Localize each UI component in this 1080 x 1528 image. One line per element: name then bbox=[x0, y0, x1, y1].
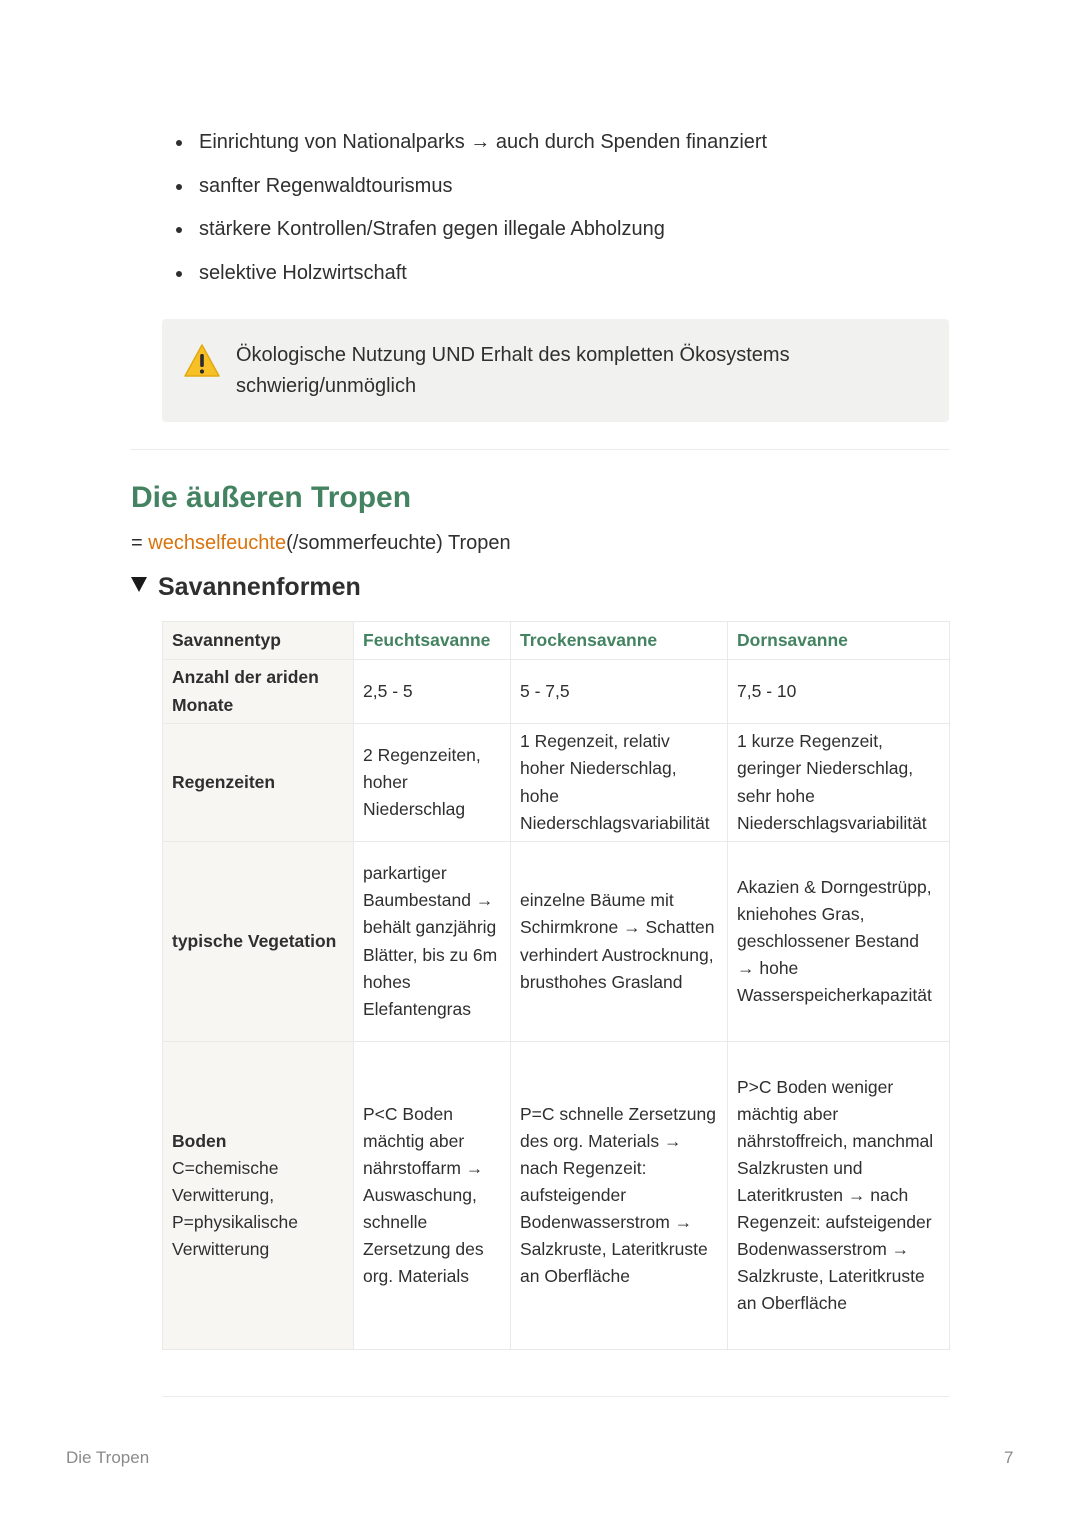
table-cell: 2,5 - 5 bbox=[354, 660, 511, 724]
table-cell: einzelne Bäume mit Schirmkrone → Schatten verhindert Austrocknung, brusthohes Grasland bbox=[511, 842, 728, 1042]
list-item: Einrichtung von Nationalparks → auch durch Spenden finanziert bbox=[170, 128, 767, 156]
list-item: stärkere Kontrollen/Strafen gegen illegale Abholzung bbox=[170, 215, 767, 243]
warning-icon bbox=[183, 343, 221, 379]
table-cell: 1 kurze Regenzeit, geringer Niederschlag, sehr hohe Niederschlagsvariabilität bbox=[728, 724, 950, 842]
table-row bbox=[163, 842, 950, 1042]
table-cell: Akazien & Dorngestrüpp, kniehohes Gras, geschlossener Bestand → hohe Wasserspeicherkapazität bbox=[728, 842, 950, 1042]
toggle-label: Savannenformen bbox=[158, 573, 361, 601]
row-header bbox=[163, 1042, 354, 1350]
row-note: C=chemische Verwitterung, P=physikalische Verwitterung bbox=[172, 1157, 298, 1260]
table-cell: 1 Regenzeit, relativ hoher Niederschlag, hohe Niederschlagsvariabilität bbox=[511, 724, 728, 842]
callout-line: Ökologische Nutzung UND Erhalt des kompletten Ökosystems bbox=[236, 344, 790, 366]
row-label: Regenzeiten bbox=[172, 771, 276, 792]
subtitle-prefix: = bbox=[131, 532, 149, 554]
section-subtitle bbox=[131, 529, 511, 557]
table-row bbox=[163, 660, 950, 724]
table-row bbox=[163, 1042, 950, 1350]
table-cell: P=C schnelle Zersetzung des org. Materials → nach Regenzeit: aufsteigender Bodenwasserstrom → Salzkruste, Lateritkruste an Oberfläche bbox=[511, 1042, 728, 1350]
table-cell: P<C Boden mächtig aber nährstoffarm → Auswaschung, schnelle Zersetzung des org. Materials bbox=[354, 1042, 511, 1350]
row-header bbox=[163, 724, 354, 842]
callout-line: schwierig/unmöglich bbox=[236, 375, 417, 397]
footer-title: Die Tropen bbox=[66, 1448, 150, 1467]
table-cell: 2 Regenzeiten, hoher Niederschlag bbox=[354, 724, 511, 842]
row-label: typische Vegetation bbox=[172, 930, 337, 951]
header-cell: Dornsavanne bbox=[728, 622, 950, 660]
table-row bbox=[163, 724, 950, 842]
bullet-list bbox=[170, 128, 767, 302]
triangle-down-icon[interactable] bbox=[131, 577, 147, 592]
callout-text bbox=[236, 340, 926, 402]
row-header bbox=[163, 660, 354, 724]
list-item: sanfter Regenwaldtourismus bbox=[170, 172, 767, 200]
subtitle-accent: wechselfeuchte bbox=[148, 532, 287, 554]
row-label: Boden bbox=[172, 1130, 227, 1151]
page-number: 7 bbox=[1004, 1448, 1014, 1467]
divider bbox=[162, 1396, 949, 1397]
savanna-table bbox=[162, 621, 950, 1350]
section-title: Die äußeren Tropen bbox=[131, 481, 412, 514]
header-cell: Savannentyp bbox=[163, 622, 354, 660]
warning-callout bbox=[162, 319, 949, 422]
header-cell: Feuchtsavanne bbox=[354, 622, 511, 660]
table-cell: 7,5 - 10 bbox=[728, 660, 950, 724]
row-label: Anzahl der ariden Monate bbox=[172, 667, 319, 715]
subtitle-rest: (/sommerfeuchte) Tropen bbox=[286, 532, 511, 554]
list-item: selektive Holzwirtschaft bbox=[170, 259, 767, 287]
divider bbox=[130, 449, 950, 450]
table-cell: parkartiger Baumbestand → behält ganzjährig Blätter, bis zu 6m hohes Elefantengras bbox=[354, 842, 511, 1042]
table-cell: 5 - 7,5 bbox=[511, 660, 728, 724]
row-header bbox=[163, 842, 354, 1042]
toggle-savannenformen[interactable] bbox=[131, 571, 361, 603]
header-cell: Trockensavanne bbox=[511, 622, 728, 660]
table-header-row bbox=[163, 622, 950, 660]
table-cell: P>C Boden weniger mächtig aber nährstoffreich, manchmal Salzkrusten und Lateritkrusten → nach Regenzeit: aufsteigender Bodenwasserstrom → Salzkruste, Lateritkruste an Oberfläche bbox=[728, 1042, 950, 1350]
